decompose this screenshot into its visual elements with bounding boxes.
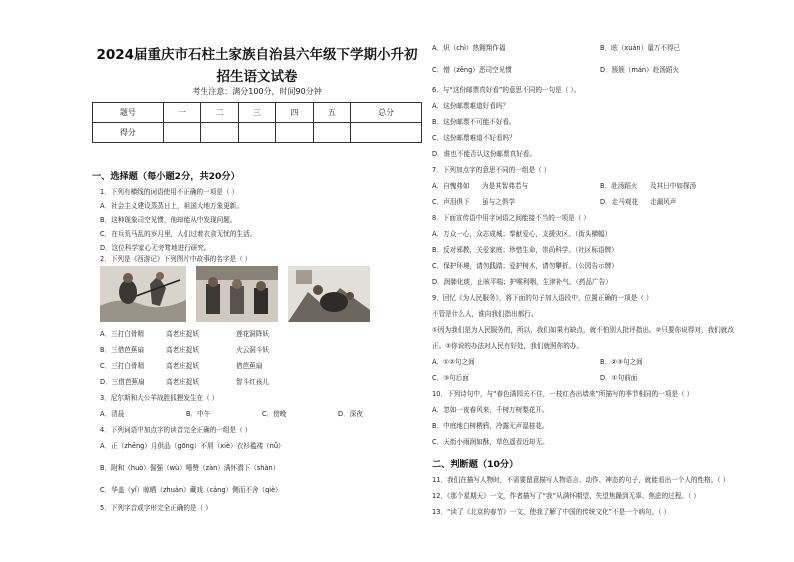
score-cell[interactable] [163, 123, 200, 143]
score-cell[interactable] [201, 123, 238, 143]
score-table-header-cell: 一 [163, 103, 200, 123]
q2-option-b-col3: 火云洞斗妖 [236, 346, 269, 354]
score-table-header-cell: 二 [201, 103, 238, 123]
q2-option-c-col1: C．三打白骨精 [100, 362, 145, 370]
q2-option-a-col2: 高老庄捉妖 [166, 330, 199, 338]
q6-stem: 6．与“这份邮票真好看”的意思不同的一句是（ ）。 [432, 86, 581, 94]
q7-stem: 7．下列加点字的意思不同的一组是（ ） [432, 166, 551, 174]
q2-option-d-col2: 高老庄捉妖 [166, 378, 199, 386]
q5-option-b: B．眩（xuán）量万不得已 [600, 44, 681, 52]
score-table-header-cell: 四 [276, 103, 313, 123]
q2-option-a-col3: 莲花洞降妖 [236, 330, 269, 338]
q1-option-c: C．在兵荒马乱的岁月里，人们过着衣食无忧的生活。 [100, 230, 257, 238]
q6-option-a: A．这份邮票难道好看吗？ [432, 102, 510, 110]
q7-d-1: D．走马观花 [600, 198, 639, 206]
q7-a-2: 为是其智弗若与 [482, 182, 529, 190]
score-table-score-row [93, 123, 422, 143]
q8-stem: 8．下面宣传语中用字词语之间能接不当的一项是（ ） [432, 214, 590, 222]
score-table-header-row [93, 103, 422, 123]
score-table [92, 102, 422, 143]
q7-b-2: 及其日中如探汤 [650, 182, 697, 190]
q7-b-1: B．赴汤蹈火 [600, 182, 638, 190]
q10-option-b: B．中庭地白树栖鸦，冷露无声湿桂花。 [432, 422, 549, 430]
q3-option-b: B．中午 [186, 410, 211, 418]
q1-option-a: A．社会主义建设蒸蒸日上，祖国大地万象更新。 [100, 202, 243, 210]
score-table-header-cell: 总分 [351, 103, 422, 123]
q9-stem: 9．回忆《为人民服务》，将下面的句子加入语段中，位置正确的一项是（ ） [432, 294, 653, 302]
q2-option-d-col1: D．三借芭蕉扇 [100, 378, 145, 386]
exam-note: 考生注意：满分100分，时间90分钟 [192, 87, 322, 96]
section-1-heading: 一、选择题（每小题2分，共20分） [92, 171, 240, 182]
q7-d-2: 走漏风声 [650, 198, 677, 206]
q6-option-b: B．这份邮票不可能不好看。 [432, 118, 516, 126]
q7-c-1: C．声泪俱下 [432, 198, 470, 206]
q2-option-d-col3: 智斗红孩儿 [236, 378, 269, 386]
q3-option-a: A．清晨 [100, 410, 125, 418]
q7-c-2: 虽与之俱学 [482, 198, 515, 206]
q4-option-a: A．正（zhēng）月供品（gōng）不屑（xiè）衣衫褴褛（nǚ） [100, 442, 285, 450]
score-cell[interactable] [238, 123, 275, 143]
q1-option-d: D．这位科学家心无旁骛地进行研究。 [100, 244, 211, 252]
q9-line-2: 不管是什么人，谁向我们指出都行。 [432, 310, 538, 318]
q10-option-c: C．天街小雨润如酥，草色遥看近却无。 [432, 438, 549, 446]
exam-title: 2024届重庆市石柱土家族自治县六年级下学期小升初招生语文试卷 [96, 47, 418, 85]
q2-option-b-col2: 高老庄捉妖 [166, 346, 199, 354]
q6-option-d: D．谁也不能否认这份邮票真好看。 [432, 150, 536, 158]
q7-a-1: A．自愧弗如 [432, 182, 470, 190]
journey-west-illustration-1 [100, 266, 186, 322]
score-table-header-cell: 五 [313, 103, 350, 123]
q6-option-c: C．这份邮票难道不好看吗？ [432, 134, 516, 142]
q9-option-b: B．②③句之间 [600, 358, 643, 366]
q3-option-d: D．深夜 [338, 410, 363, 418]
q5-option-c: C．憎（zēng）恶司空见惯 [432, 66, 512, 74]
q4-option-b: B．附和（huò）倔强（wù）唾赞（zàn）满怀潜下（shàn） [100, 464, 280, 472]
q2-stem: 2．下列是《西游记》下列图片中故事的名字是（ ） [100, 255, 252, 263]
q2-option-b-col1: B．三借芭蕉扇 [100, 346, 145, 354]
q4-stem: 4．下列词语中加点字的读音完全正确的一组是（ ） [100, 426, 252, 434]
q13: 13．“读了《北京的春节》一文，使我了解了中国的传统文化”不是一个病句。（ ） [432, 508, 671, 516]
q10-option-a: A．忽如一夜春风来，千树万树梨花开。 [432, 406, 549, 414]
q11: 11．我们在描写人物时，不需要留意描写人物语言、动作、神态的句子，就能看出一个人的性格。（ ） [432, 476, 730, 484]
q12: 12．《那个星期天》一文，作者描写了“我”从满怀期望、失望焦躁到无辜、焦虑的过程。（ ） [432, 492, 700, 500]
journey-west-illustration-2 [196, 266, 278, 322]
q8-option-d: D．润肺化痰，止咳平喘；护喉利咽，生津补气。（药品广告） [432, 278, 612, 286]
q9-line-3: ①因为我们是为人民服务的，所以，我们如果有缺点，就不怕别人批评指出。②只要你说得对，我们就改 [432, 326, 734, 334]
q8-option-b: B．反对邪教，关爱家庭；珍惜生命，崇尚科学。（社区标语牌） [432, 246, 618, 254]
q8-option-a: A．万众一心，众志成城；奉献爱心，支援灾区。（街头横幅） [432, 230, 612, 238]
q5-option-a: A．炽（chì）热翱翔作福 [432, 44, 506, 52]
q10-stem: 10．下列诗句中，与“春色满园关不住，一枝红杏出墙来”所描写的季节相同的一项是（ ） [432, 390, 694, 398]
q1-option-b: B．这种现象司空见惯，他却能从中发现问题。 [100, 216, 237, 224]
q4-option-c: C．华盖（yǐ）晾晒（zhuàn）藏戏（cáng）侧而不舍（qiè） [100, 486, 282, 494]
q5-stem: 5．下列字音或字形完全正确的是（ ） [100, 504, 212, 512]
q2-option-c-col3: 借芭蕉扇 [236, 362, 263, 370]
q3-stem: 3．尼尔斯和大公羊战胜狐狸发生在（ ） [100, 394, 219, 402]
score-cell[interactable] [276, 123, 313, 143]
q9-option-a: A．①②句之间 [432, 358, 475, 366]
q5-option-d: D．簇簇（mán）赴汤蹈火 [600, 66, 680, 74]
q9-option-c: C．③句后面 [432, 374, 469, 382]
score-table-header-cell: 题号 [93, 103, 164, 123]
q2-option-a-col1: A．三打白骨精 [100, 330, 145, 338]
score-row-label: 得分 [93, 123, 164, 143]
score-table-header-cell: 三 [238, 103, 275, 123]
q9-line-4: 正。③你说的办法对人民有好处，我们就照你的办。 [432, 342, 583, 350]
q1-stem: 1．下列有横线的词语使用不正确的一项是（ ） [100, 188, 239, 196]
journey-west-illustration-3 [288, 266, 370, 322]
q8-option-c: C．保护环境，请勿践踏；爱护树木，请勿攀折。（公园告示牌） [432, 262, 618, 270]
q2-option-c-col2: 高老庄捉妖 [166, 362, 199, 370]
q3-option-c: C．傍晚 [262, 410, 287, 418]
section-2-heading: 二、判断题（10分） [432, 459, 519, 470]
q9-option-d: D．①句前面 [600, 374, 638, 382]
score-cell[interactable] [313, 123, 350, 143]
score-cell[interactable] [351, 123, 422, 143]
